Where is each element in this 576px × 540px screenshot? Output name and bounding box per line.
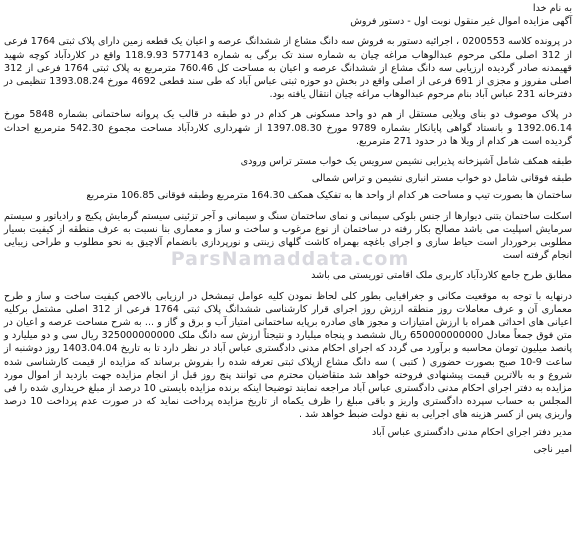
case-paragraph: در پرونده کلاسه 0200553 ، اجرائیه دستور به فروش سه دانگ مشاع از ششدانگ عرصه و اعیان یک قطعه زمین دارای پلاک ثبتی 1764 فرعی از 312 اصلی ملکی مرحوم عبدالوهاب مراغه چیان به شماره سند تک برگی به شماره 577143 118.9.93 واقع در کلاردآباد کوچه شهید قهیمدنه صادر گردیده ارزیابی سه دانگ مشاع از ششدانگ عرصه و اعیان به مساحت کل 760.46 مترمربع به پلاک ثبتی 1764 فرعی از 312 اصلی مفروز و مجزی از 691 فرعی از اصلی واقع در بخش دو حوزه ثبتی عباس آباد که طی سند قطعی 4692 مورخ 1393.08.24 تنظیمی در دفترخانه 231 عباس آباد بنام مرحوم عبدالوهاب مراغه چیان انتقال یافته بود.: [4, 36, 573, 101]
signer-title: مدیر دفتر اجرای احکام مدنی دادگستری عباس آباد: [371, 426, 572, 438]
notice-title: آگهی مزایده اموال غیر منقول نوبت اول - دستور فروش: [350, 16, 572, 28]
signer-name: امیر ناجی: [533, 443, 572, 455]
construction-paragraph: اسکلت ساختمان بتنی دیوارها از جنس بلوکی سیمانی و نمای ساختمان سنگ و سیمانی و آجر تزئینی سیستم گرمایش پکیج و رادیاتور و سیستم سرمایش اسپلیت می باشد مصالح بکار رفته در ساختمان از نوع مرغوب و ساخت و ساز و معماری بنا نسبت به عرف منطقه از کیفیت بسیار مطلوبی برخوردار است حیاط سازی و اجرای باغچه بهمراه کاشت گلهای زینتی و نورپردازی بانضمام آلاچیق به نحو مطلوب و طراحی زیبایی انجام گرفته است: [4, 210, 572, 262]
areas-line: ساختمان ها بصورت تیپ و مساحت هر کدام از واحد ها به تفکیک همکف 164.30 مترمربع وطبقه فوقانی 106.85 مترمربع: [86, 190, 572, 202]
auction-notice: [4, 2, 572, 456]
watermark: ParsNamaddata.com: [170, 248, 410, 270]
ground-floor-line: طبقه همکف شامل آشپزخانه پذیرایی نشیمن سرویس یک خواب مستر تراس ورودی: [240, 156, 572, 168]
valuation-paragraph: درنهایه با توجه به موقعیت مکانی و جغرافیایی بطور کلی لحاظ نمودن کلیه عوامل تیمشخل در ارزیابی بالاخص کیفیت ساخت و ساز و طرح معماری آن و عرف معاملات روز منطقه ارزش روز اجرای قرار کارشناسی ششدانگ پلاک ثبتی 1764 فرعی از 312 اصلی مشتمل برکلیه اعیانی های احداثی همراه با ارزش امتیازات و مجوز های صادره برپایه ساختمانی امتیاز آب و برق و گاز و ... به شرح مساحت عرصه و اعیان در متن فوق جمعاً معادل 650000000000 ریال ششصد و پنجاه میلیارد و نتیجتاً ارزش سه دانگ ملک 325000000000 ریال سی و دو میلیارد و پانصد میلیون تومان محاسبه و برآورد می گردد که اجرای احکام مدنی دادگستری عباس آباد در نظر دارد تا به تاریخ 1403.04.04 روز دوشنبه از ساعت 9-10 صبح بصورت حضوری ( کتبی ) سه دانگ مشاع ازپلاک ثبتی تعرفه شده را بفروش برساند که مزایده از قیمت کارشناسی شده شروع و به بالاترین قیمت پیشنهادی فروخته خواهد شد متقاضیان محترم می توانند پنج روز قبل از انجام مزایده جهت بازدید از اموال مورد مزایده به دفتر اجرای احکام مدنی دادگستری عباس آباد مراجعه نمایند توضیحا اینکه برنده مزایده بایستی 10 درصد از مبلغ خریداری شده را فی المجلس به حساب سپرده دادگستری واریز و باقی مبلغ را ظرف یکماه از تاریخ مزایده پرداخت نماید که در صورت عدم پرداخت 10 درصد واریزی پس از کسر هزینه های اجرایی به نفع دولت ضبط خواهد شد .: [4, 290, 573, 421]
zoning-line: مطابق طرح جامع کلاردآباد کاربری ملک اقامتی توریستی می باشد: [311, 270, 572, 282]
upper-floor-line: طبقه فوقانی شامل دو خواب مستر انباری نشیمن و تراس شمالی: [311, 173, 572, 185]
basmala: به نام خدا: [532, 3, 572, 14]
permit-paragraph: در پلاک موصوف دو بنای ویلایی مستقل از هم دو واحد مسکونی هر کدام در دو طبقه در قالب یک پروانه ساختمانی بشماره 5848 مورخ 1392.06.14 و بانستاد گواهی پایانکار بشماره 9789 مورخ 1397.08.30 از شهرداری کلاردآباد مساحت مجموع 542.30 مترمربع احداث گردیده است هر کدام از ویلا ها در حدود 271 مترمربع.: [4, 109, 572, 147]
